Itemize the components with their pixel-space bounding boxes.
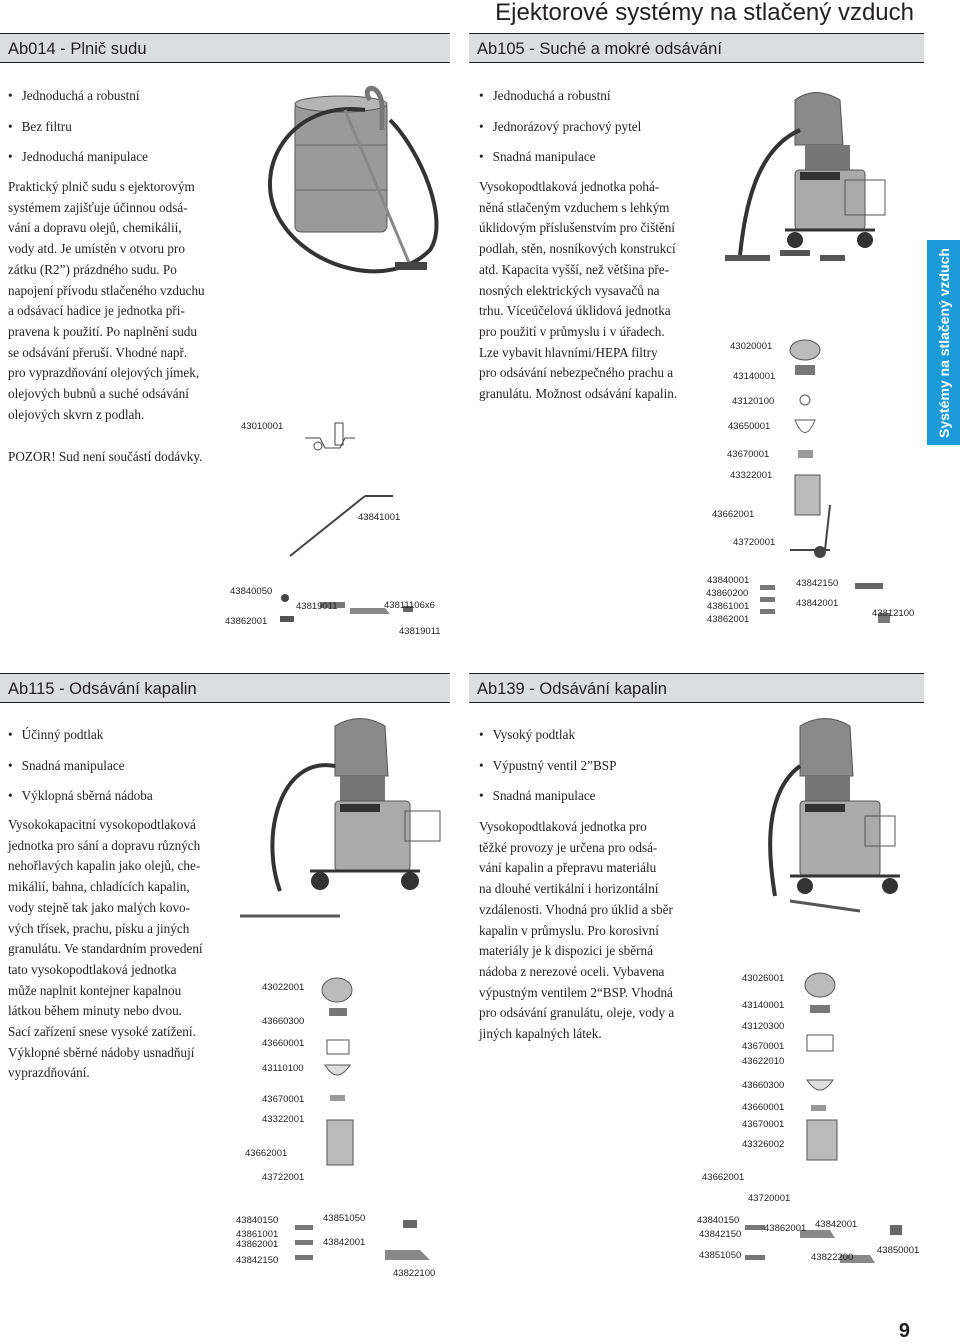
part-number: 43670001	[262, 1094, 305, 1105]
part-number: 43822100	[393, 1268, 436, 1279]
part-number: 43670001	[742, 1041, 785, 1052]
liquid-vacuum-ab115-illustration	[240, 716, 445, 931]
part-number: 43140001	[733, 371, 776, 382]
part-number: 43322001	[262, 1114, 305, 1125]
warning-note: POZOR! Sud není součástí dodávky.	[8, 449, 203, 464]
part-number: 43660300	[742, 1080, 785, 1091]
bullet-item: • Snadná manipulace	[479, 788, 616, 819]
bullet-item: • Jednoduchá a robustní	[8, 88, 148, 119]
bullet-item: • Vysoký podtlak	[479, 727, 616, 758]
bullet-list-ab139	[479, 727, 616, 819]
part-number: 43840150	[236, 1215, 279, 1226]
part-number: 43662001	[712, 509, 755, 520]
part-number: 43862001	[764, 1223, 807, 1234]
part-number: 43851050	[699, 1250, 742, 1261]
ejector-part-illustration	[300, 418, 360, 460]
part-number: 43110100	[262, 1063, 304, 1074]
part-number: 43326002	[742, 1139, 785, 1150]
part-number: 43819011	[399, 626, 441, 637]
part-number: 43851050	[323, 1213, 366, 1224]
bullet-item: • Výklopná sběrná nádoba	[8, 788, 153, 819]
description-ab115: Vysokokapacitní vysokopodtlaková jednotka pro sání a dopravu různých nehořlavých kapalin jako olejů, che- mikálií, bahna, chladících kapalin, vody stejně tak jako malých kovo- vých třísek, prachu, písku a jiných granulátu. Ve standardním provedení tato vysokopodtlaková jednotka může naplnit kontejner kapalnou látkou během minuty nebo dvou. Sací zařízení snese vysoké zatížení. Výklopné sběrné nádoby usnadňují vyprazdňování.	[8, 817, 203, 1081]
bullet-item: • Účinný podtlak	[8, 727, 153, 758]
part-number: 43026001	[742, 973, 785, 984]
description-ab105: Vysokopodtlaková jednotka pohá- něná stlačeným vzduchem s lehkým úklidovým příslušenstvím pro čištění podlah, stěn, nosníkových konstrukcí atd. Kapacita vyšší, než většina pře- nosných elektrických vysavačů na trhu. Víceúčelová úklidová jednotka pro použití v průmyslu i v úřadech. Lze vybavit hlavními/HEPA filtry pro odsávání nebezpečného prachu a granulátu. Možnost odsávání kapalin.	[479, 179, 678, 402]
part-number: 43670001	[742, 1119, 785, 1130]
ab105-parts-illustration	[780, 335, 840, 525]
bullet-item: • Bez filtru	[8, 119, 148, 150]
description-ab139: Vysokopodtlaková jednotka pro těžké provozy je určena pro odsá- vání kapalin a přepravu materiálu na dlouhé vertikální i horizontální vzdálenosti. Vhodná pro úklid a sběr kapalin v průmyslu. Pro korosivní materiály je k dispozici je sběrná nádoba z nerezové oceli. Vybavena výpustným ventilem 2“BSP. Vhodná pro odsávání granulátu, oleje, vody a jiných kapalných látek.	[479, 819, 675, 1042]
bullet-list-ab115	[8, 727, 153, 819]
part-number: 43022001	[262, 982, 305, 993]
page-title: Ejektorové systémy na stlačený vzduch	[495, 0, 914, 26]
part-number: 43660001	[262, 1038, 305, 1049]
part-number: 43722001	[262, 1172, 305, 1183]
suction-tube-illustration	[285, 488, 395, 560]
liquid-vacuum-ab139-illustration	[760, 716, 920, 916]
part-number: 43322001	[730, 470, 773, 481]
part-number: 43842001	[815, 1219, 858, 1230]
part-number: 43862001	[707, 614, 750, 625]
description-ab014: Praktický plnič sudu s ejektorovým systémem zajišťuje účinnou odsá- vání a dopravu olejů, chemikálií, vody atd. Je umístěn v otvoru pro zátku (R2”) prázdného sudu. Po napojení přívodu stlačeného vzduchu a odsávací hadice je jednotka při- pravena k použití. Po naplnění sudu se odsávání přeruší. Vhodné např. pro vyprazdňování olejových jímek, olejových bubnů a suché odsávání olejových skvrn z podlah.	[8, 179, 205, 422]
part-number: 43650001	[728, 421, 771, 432]
part-number: 43840001	[707, 575, 750, 586]
drum-filler-illustration	[250, 90, 450, 305]
part-number: 43662001	[245, 1148, 288, 1159]
part-number: 43622010	[742, 1056, 785, 1067]
part-number: 43842150	[236, 1255, 279, 1266]
part-number: 43010001	[241, 421, 284, 432]
part-number: 43720001	[733, 537, 776, 548]
bullet-list-ab105	[479, 88, 641, 180]
part-number: 43812100	[872, 608, 915, 619]
section-header-ab139	[469, 673, 924, 703]
part-number: 43819011	[296, 601, 338, 612]
ab105-trolley-illustration	[785, 500, 835, 560]
part-number: 43120300	[742, 1021, 785, 1032]
section-title-ab115: Ab115 - Odsávání kapalin	[8, 680, 197, 698]
section-title-ab139: Ab139 - Odsávání kapalin	[477, 680, 667, 698]
bullet-item: • Výpustný ventil 2”BSP	[479, 758, 616, 789]
part-number: 43720001	[748, 1193, 791, 1204]
part-number: 43020001	[730, 341, 773, 352]
section-header-ab105	[469, 33, 924, 63]
part-number: 43822200	[811, 1252, 854, 1263]
bullet-item: • Jednoduchá a robustní	[479, 88, 641, 119]
page-number: 9	[898, 1320, 910, 1342]
part-number: 43861001	[236, 1229, 279, 1240]
section-header-ab014	[0, 33, 450, 63]
dry-wet-vacuum-illustration	[725, 90, 905, 275]
section-title-ab105: Ab105 - Suché a mokré odsávání	[477, 40, 722, 58]
bullet-list-ab014	[8, 88, 148, 180]
part-number: 43842150	[796, 578, 839, 589]
part-number: 43862001	[236, 1239, 279, 1250]
bullet-item: • Jednorázový prachový pytel	[479, 119, 641, 150]
part-number: 43861001	[707, 601, 750, 612]
part-number: 43811106x6	[384, 600, 435, 611]
bullet-item: • Snadná manipulace	[8, 758, 153, 789]
bullet-item: • Jednoduchá manipulace	[8, 149, 148, 180]
side-tab-label: Systémy na stlačený vzduch	[935, 247, 952, 438]
part-number: 43850001	[877, 1245, 920, 1256]
section-header-ab115	[0, 673, 450, 703]
bullet-item: • Snadná manipulace	[479, 149, 641, 180]
part-number: 43660300	[262, 1016, 305, 1027]
ab115-parts-illustration	[315, 970, 370, 1170]
part-number: 43840150	[697, 1215, 740, 1226]
part-number: 43841001	[358, 512, 401, 523]
section-title-ab014: Ab014 - Plnič sudu	[8, 40, 147, 58]
part-number: 43860200	[706, 588, 749, 599]
part-number: 43842001	[796, 598, 839, 609]
part-number: 43670001	[727, 449, 770, 460]
ab139-parts-illustration	[795, 965, 855, 1165]
part-number: 43862001	[225, 616, 268, 627]
part-number: 43140001	[742, 1000, 785, 1011]
part-number: 43120100	[732, 396, 775, 407]
part-number: 43842150	[699, 1229, 742, 1240]
part-number: 43840050	[230, 586, 273, 597]
side-tab	[927, 240, 960, 445]
part-number: 43660001	[742, 1102, 785, 1113]
part-number: 43662001	[702, 1172, 745, 1183]
part-number: 43842001	[323, 1237, 366, 1248]
